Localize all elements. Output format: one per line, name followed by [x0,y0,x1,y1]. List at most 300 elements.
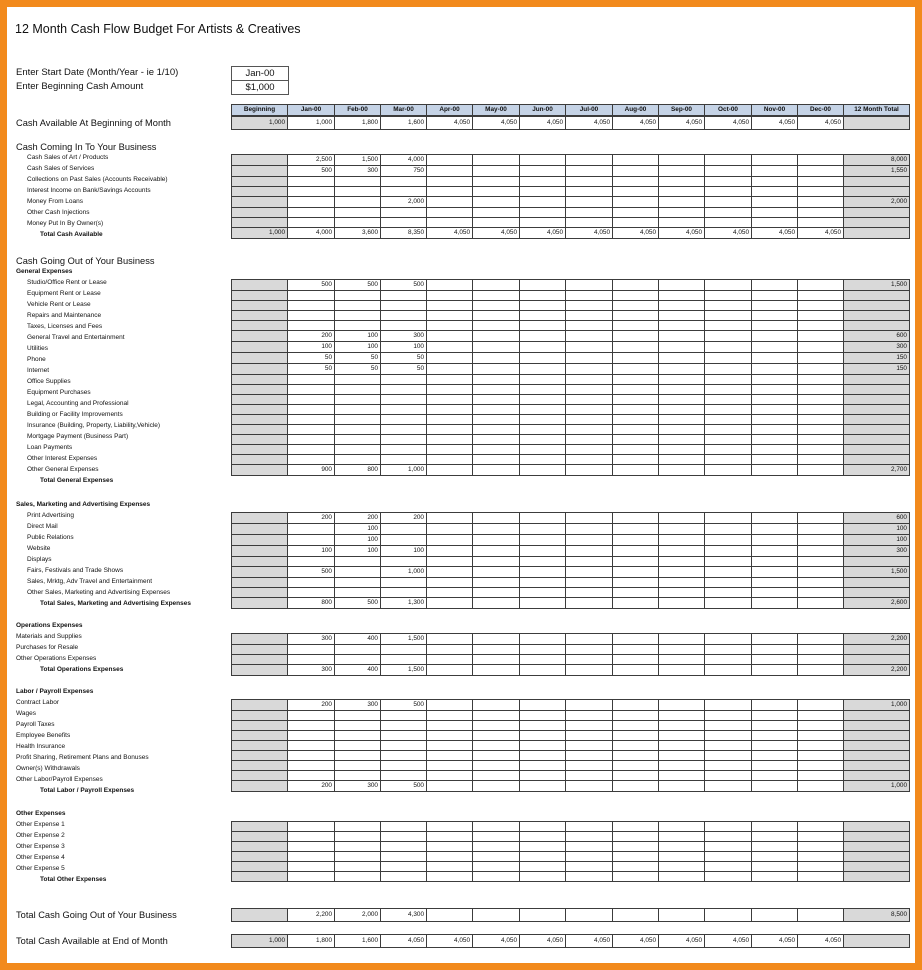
cell[interactable] [705,567,752,578]
cell[interactable] [705,405,752,415]
cell[interactable] [288,445,335,455]
cell[interactable] [427,781,473,792]
cell[interactable] [520,852,566,862]
cell[interactable] [613,909,659,922]
cell[interactable] [232,455,288,465]
cell[interactable] [798,781,844,792]
cell[interactable] [705,761,752,771]
cell[interactable] [613,353,659,364]
cell[interactable] [844,395,910,405]
cell[interactable] [381,761,427,771]
cell[interactable] [232,353,288,364]
cell[interactable] [705,291,752,301]
cell[interactable] [798,535,844,546]
cell[interactable] [381,187,427,197]
cell[interactable] [705,598,752,609]
cell[interactable] [705,375,752,385]
cell[interactable] [659,321,705,331]
cell[interactable]: 300 [335,700,381,711]
cell[interactable] [335,645,381,655]
cell[interactable] [659,822,705,832]
cell[interactable] [798,291,844,301]
cell[interactable] [520,524,566,535]
cell[interactable] [381,557,427,567]
cell[interactable] [335,852,381,862]
cell[interactable] [798,425,844,435]
cell[interactable] [613,822,659,832]
cell[interactable] [288,301,335,311]
cell[interactable]: 4,050 [613,117,659,130]
cell[interactable] [844,761,910,771]
cell[interactable] [520,465,566,476]
cell[interactable]: 100 [381,342,427,353]
cell[interactable] [520,655,566,665]
cell[interactable] [335,655,381,665]
cell[interactable]: 600 [844,331,910,342]
cell[interactable] [520,751,566,761]
cell[interactable] [613,567,659,578]
cell[interactable] [335,761,381,771]
cell[interactable] [520,781,566,792]
cell[interactable] [427,645,473,655]
cell[interactable] [798,524,844,535]
cell[interactable] [798,513,844,524]
cell[interactable] [232,842,288,852]
cell[interactable]: 2,200 [844,634,910,645]
cell[interactable] [613,331,659,342]
cell[interactable] [798,353,844,364]
cell[interactable] [659,405,705,415]
cell[interactable] [520,321,566,331]
cell[interactable] [844,751,910,761]
cell[interactable] [427,546,473,557]
cell[interactable] [473,741,520,751]
cell[interactable]: 50 [381,353,427,364]
cell[interactable] [288,425,335,435]
cell[interactable] [613,321,659,331]
cell[interactable] [844,311,910,321]
cell[interactable] [566,465,613,476]
cell[interactable] [752,598,798,609]
cell[interactable] [613,435,659,445]
cell[interactable] [473,291,520,301]
cell[interactable] [659,364,705,375]
cell[interactable] [288,405,335,415]
cell[interactable] [288,218,335,228]
cell[interactable] [381,415,427,425]
cell[interactable] [752,634,798,645]
cell[interactable] [520,177,566,187]
cell[interactable]: 1,600 [381,117,427,130]
cell[interactable] [381,395,427,405]
cell[interactable] [473,445,520,455]
cell[interactable] [335,711,381,721]
cell[interactable] [844,455,910,465]
cell[interactable] [473,455,520,465]
cell[interactable] [705,781,752,792]
cell[interactable] [288,524,335,535]
cell[interactable] [520,665,566,676]
cell[interactable] [566,909,613,922]
cell[interactable] [473,311,520,321]
cell[interactable] [798,415,844,425]
cell[interactable] [473,634,520,645]
cell[interactable] [566,567,613,578]
cell[interactable] [427,395,473,405]
cell[interactable] [705,588,752,598]
cell[interactable] [381,177,427,187]
cell[interactable]: 300 [288,634,335,645]
cell[interactable] [613,395,659,405]
cell[interactable] [613,741,659,751]
cell[interactable] [566,665,613,676]
cell[interactable]: 900 [288,465,335,476]
cell[interactable] [613,166,659,177]
cell[interactable] [659,513,705,524]
cell[interactable] [520,872,566,882]
cell[interactable] [798,385,844,395]
cell[interactable] [752,321,798,331]
cell[interactable] [427,513,473,524]
cell[interactable] [381,291,427,301]
cell[interactable]: 4,050 [566,935,613,948]
cell[interactable] [473,598,520,609]
cell[interactable] [566,771,613,781]
cell[interactable] [427,909,473,922]
cell[interactable] [705,280,752,291]
cell[interactable] [613,415,659,425]
cell[interactable]: 2,500 [288,155,335,166]
cell[interactable]: 300 [844,342,910,353]
cell[interactable]: 200 [288,331,335,342]
cell[interactable] [798,280,844,291]
cell[interactable] [705,301,752,311]
cell[interactable] [232,655,288,665]
cell[interactable] [844,935,910,948]
cell[interactable] [659,291,705,301]
cell[interactable] [659,375,705,385]
cell[interactable] [659,862,705,872]
cell[interactable] [752,291,798,301]
cell[interactable] [752,721,798,731]
cell[interactable]: 1,800 [288,935,335,948]
cell[interactable] [335,751,381,761]
cell[interactable] [473,655,520,665]
cell[interactable] [427,872,473,882]
cell[interactable] [232,731,288,741]
cell[interactable] [798,311,844,321]
cell[interactable] [705,311,752,321]
cell[interactable] [566,435,613,445]
cell[interactable] [659,218,705,228]
cell[interactable] [613,665,659,676]
cell[interactable]: 100 [844,524,910,535]
cell[interactable]: 4,050 [659,228,705,239]
cell[interactable]: 4,300 [381,909,427,922]
cell[interactable] [844,208,910,218]
cell[interactable] [427,832,473,842]
cell[interactable] [752,872,798,882]
cell[interactable] [705,546,752,557]
cell[interactable]: 4,050 [752,117,798,130]
cell[interactable] [335,385,381,395]
cell[interactable] [659,415,705,425]
cell[interactable] [473,177,520,187]
cell[interactable] [752,655,798,665]
cell[interactable]: 1,000 [232,228,288,239]
cell[interactable] [659,909,705,922]
cell[interactable] [232,557,288,567]
cell[interactable] [752,513,798,524]
cell[interactable]: 4,050 [520,117,566,130]
cell[interactable]: 100 [381,546,427,557]
cell[interactable] [520,721,566,731]
cell[interactable] [659,721,705,731]
cell[interactable] [659,311,705,321]
cell[interactable] [288,177,335,187]
cell[interactable] [798,634,844,645]
cell[interactable] [427,822,473,832]
cell[interactable] [752,822,798,832]
cell[interactable] [613,761,659,771]
cell[interactable] [427,166,473,177]
cell[interactable] [232,761,288,771]
cell[interactable] [752,280,798,291]
cell[interactable]: 1,000 [381,465,427,476]
cell[interactable] [705,655,752,665]
cell[interactable] [798,655,844,665]
cell[interactable] [232,385,288,395]
cell[interactable] [566,385,613,395]
cell[interactable] [613,751,659,761]
cell[interactable]: 1,800 [335,117,381,130]
cell[interactable] [427,761,473,771]
cell[interactable]: 150 [844,364,910,375]
cell[interactable] [705,455,752,465]
cell[interactable]: 4,050 [659,117,705,130]
cell[interactable] [705,524,752,535]
cell[interactable] [520,342,566,353]
cell[interactable] [232,822,288,832]
cell[interactable] [473,567,520,578]
cell[interactable] [798,342,844,353]
cell[interactable] [520,832,566,842]
cell[interactable] [427,291,473,301]
cell[interactable]: 4,050 [798,117,844,130]
cell[interactable] [288,731,335,741]
cell[interactable] [659,445,705,455]
cell[interactable] [381,832,427,842]
cell[interactable]: 4,050 [705,228,752,239]
cell[interactable] [705,721,752,731]
cell[interactable] [473,771,520,781]
cell[interactable] [381,822,427,832]
cell[interactable] [798,166,844,177]
cell[interactable] [798,301,844,311]
cell[interactable] [427,197,473,208]
cell[interactable] [566,364,613,375]
cell[interactable]: 300 [288,665,335,676]
cell[interactable] [232,425,288,435]
cell[interactable] [427,588,473,598]
cell[interactable] [613,385,659,395]
cell[interactable] [752,353,798,364]
cell[interactable] [798,321,844,331]
cell[interactable]: 200 [335,513,381,524]
cell[interactable] [798,208,844,218]
cell[interactable]: 1,500 [335,155,381,166]
cell[interactable] [705,832,752,842]
cell[interactable] [520,731,566,741]
cell[interactable] [613,655,659,665]
cell[interactable] [381,721,427,731]
cell[interactable] [705,342,752,353]
cell[interactable] [232,645,288,655]
cell[interactable] [427,155,473,166]
cell[interactable] [659,197,705,208]
cell[interactable] [473,395,520,405]
cell[interactable] [232,395,288,405]
cell[interactable] [752,741,798,751]
cell[interactable] [798,557,844,567]
cell[interactable] [232,177,288,187]
cell[interactable]: 100 [335,535,381,546]
cell[interactable] [232,852,288,862]
cell[interactable] [752,578,798,588]
cell[interactable] [752,364,798,375]
cell[interactable]: 800 [335,465,381,476]
cell[interactable] [566,731,613,741]
cell[interactable] [613,700,659,711]
cell[interactable] [427,415,473,425]
cell[interactable] [752,311,798,321]
cell[interactable] [566,598,613,609]
cell[interactable] [232,208,288,218]
cell[interactable] [427,842,473,852]
cell[interactable] [798,331,844,342]
cell[interactable] [232,546,288,557]
cell[interactable] [427,862,473,872]
cell[interactable] [613,771,659,781]
cell[interactable] [659,546,705,557]
cell[interactable] [798,741,844,751]
cell[interactable] [613,852,659,862]
cell[interactable] [844,645,910,655]
cell[interactable] [335,291,381,301]
cell[interactable] [752,557,798,567]
cell[interactable]: 500 [335,280,381,291]
cell[interactable] [520,187,566,197]
cell[interactable] [844,228,910,239]
cell[interactable] [566,187,613,197]
cell[interactable] [566,832,613,842]
cell[interactable] [232,634,288,645]
cell[interactable] [659,655,705,665]
cell[interactable] [473,415,520,425]
cell[interactable]: 8,500 [844,909,910,922]
cell[interactable] [705,385,752,395]
cell[interactable]: 400 [335,665,381,676]
cell[interactable] [288,751,335,761]
cell[interactable]: 500 [288,567,335,578]
cell[interactable] [659,645,705,655]
cell[interactable] [705,425,752,435]
cell[interactable] [520,291,566,301]
cell[interactable] [520,364,566,375]
cell[interactable] [473,557,520,567]
cell[interactable] [844,385,910,395]
cell[interactable] [659,567,705,578]
cell[interactable]: 200 [381,513,427,524]
cell[interactable] [566,872,613,882]
cell[interactable] [427,445,473,455]
cell[interactable] [659,395,705,405]
cell[interactable] [473,331,520,342]
cell[interactable] [520,455,566,465]
cell[interactable] [613,781,659,792]
cell[interactable] [473,385,520,395]
cell[interactable] [752,155,798,166]
cell[interactable] [844,425,910,435]
cell[interactable] [705,711,752,721]
cell[interactable] [381,645,427,655]
cell[interactable] [613,155,659,166]
cell[interactable] [288,321,335,331]
cell[interactable] [798,842,844,852]
cell[interactable] [659,588,705,598]
cell[interactable] [844,301,910,311]
cell[interactable] [659,832,705,842]
cell[interactable] [752,331,798,342]
cell[interactable] [232,465,288,476]
cell[interactable] [473,301,520,311]
cell[interactable] [659,342,705,353]
cell[interactable] [659,280,705,291]
cell[interactable]: 4,050 [520,228,566,239]
cell[interactable] [705,197,752,208]
cell[interactable] [427,435,473,445]
cell[interactable] [520,711,566,721]
cell[interactable]: 4,050 [613,935,659,948]
cell[interactable] [798,364,844,375]
cell[interactable] [473,465,520,476]
cell[interactable] [705,435,752,445]
cell[interactable] [752,177,798,187]
cell[interactable] [844,415,910,425]
cell[interactable]: 4,050 [752,228,798,239]
cell[interactable] [566,455,613,465]
cell[interactable] [705,557,752,567]
cell[interactable] [705,731,752,741]
cell[interactable] [659,353,705,364]
cell[interactable] [705,445,752,455]
cell[interactable] [798,197,844,208]
cell[interactable] [613,301,659,311]
cell[interactable] [613,872,659,882]
cell[interactable] [473,513,520,524]
cell[interactable] [335,375,381,385]
cell[interactable] [798,645,844,655]
cell[interactable] [566,842,613,852]
cell[interactable]: 100 [335,342,381,353]
cell[interactable] [520,588,566,598]
cell[interactable]: 50 [381,364,427,375]
cell[interactable] [381,852,427,862]
cell[interactable] [566,645,613,655]
cell[interactable] [752,567,798,578]
cell[interactable] [427,342,473,353]
cell[interactable] [659,731,705,741]
